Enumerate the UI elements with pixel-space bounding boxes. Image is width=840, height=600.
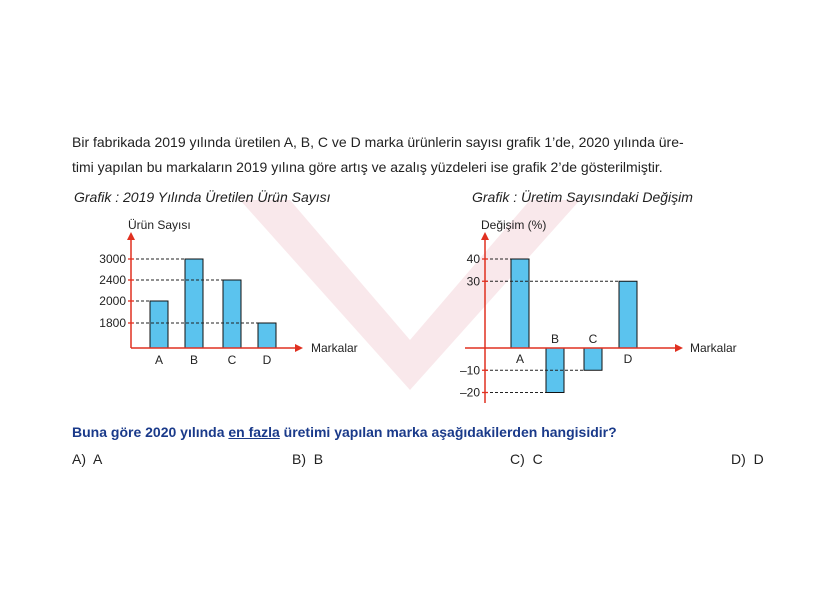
graph-2-title: Grafik : Üretim Sayısındaki Değişim: [472, 189, 693, 205]
category-label: C: [588, 332, 598, 346]
option-d[interactable]: [731, 451, 764, 467]
prompt-before: Buna göre 2020 yılında: [72, 424, 229, 440]
option-b-letter: B): [292, 451, 306, 467]
bar-d: [619, 281, 637, 348]
y-tick-label: 3000: [99, 252, 126, 266]
y-tick-label: 30: [466, 274, 480, 289]
prompt-after: üretimi yapılan marka aşağıdakilerden hangisidir?: [279, 424, 617, 440]
option-b-text: B: [313, 451, 324, 467]
option-a-text: A: [93, 451, 103, 467]
question-line-2: timi yapılan bu markaların 2019 yılına göre artış ve azalış yüzdeleri ise grafik 2’de gösterilmiştir.: [72, 159, 663, 175]
y-tick-label: –10: [459, 363, 480, 378]
bar-a: [511, 259, 529, 348]
y-tick-label: 1800: [99, 316, 126, 330]
y-tick-label: 2000: [99, 294, 126, 308]
x-axis-label: Markalar: [690, 341, 737, 355]
bar-c: [584, 348, 602, 370]
option-a-letter: A): [72, 451, 86, 467]
category-label: B: [189, 353, 199, 367]
option-c-letter: C): [510, 451, 525, 467]
option-a[interactable]: [72, 451, 102, 467]
question-prompt: [72, 424, 617, 440]
option-d-text: D: [753, 451, 764, 467]
prompt-emphasis: en fazla: [228, 424, 280, 440]
option-b[interactable]: [292, 451, 323, 467]
x-axis-arrow: [675, 344, 683, 352]
option-c[interactable]: [510, 451, 543, 467]
y-axis-label: Ürün Sayısı: [128, 218, 191, 232]
option-d-letter: D): [731, 451, 746, 467]
category-label: D: [623, 352, 633, 366]
x-axis-label: Markalar: [311, 341, 358, 355]
category-label: A: [515, 352, 525, 366]
y-axis-label: Değişim (%): [481, 218, 547, 232]
category-label: A: [154, 353, 164, 367]
y-tick-label: 40: [466, 252, 480, 266]
category-label: D: [262, 353, 272, 367]
y-axis-arrow: [481, 232, 489, 240]
graph-1-title: Grafik : 2019 Yılında Üretilen Ürün Sayısı: [74, 189, 331, 205]
category-label: C: [227, 353, 237, 367]
y-tick-label: –20: [459, 385, 480, 400]
question-line-1: Bir fabrikada 2019 yılında üretilen A, B, C ve D marka ürünlerin sayısı grafik 1’de, 2020 yılında üre-: [72, 134, 684, 150]
category-label: B: [550, 332, 560, 346]
option-c-text: C: [532, 451, 543, 467]
y-tick-label: 2400: [99, 273, 126, 287]
